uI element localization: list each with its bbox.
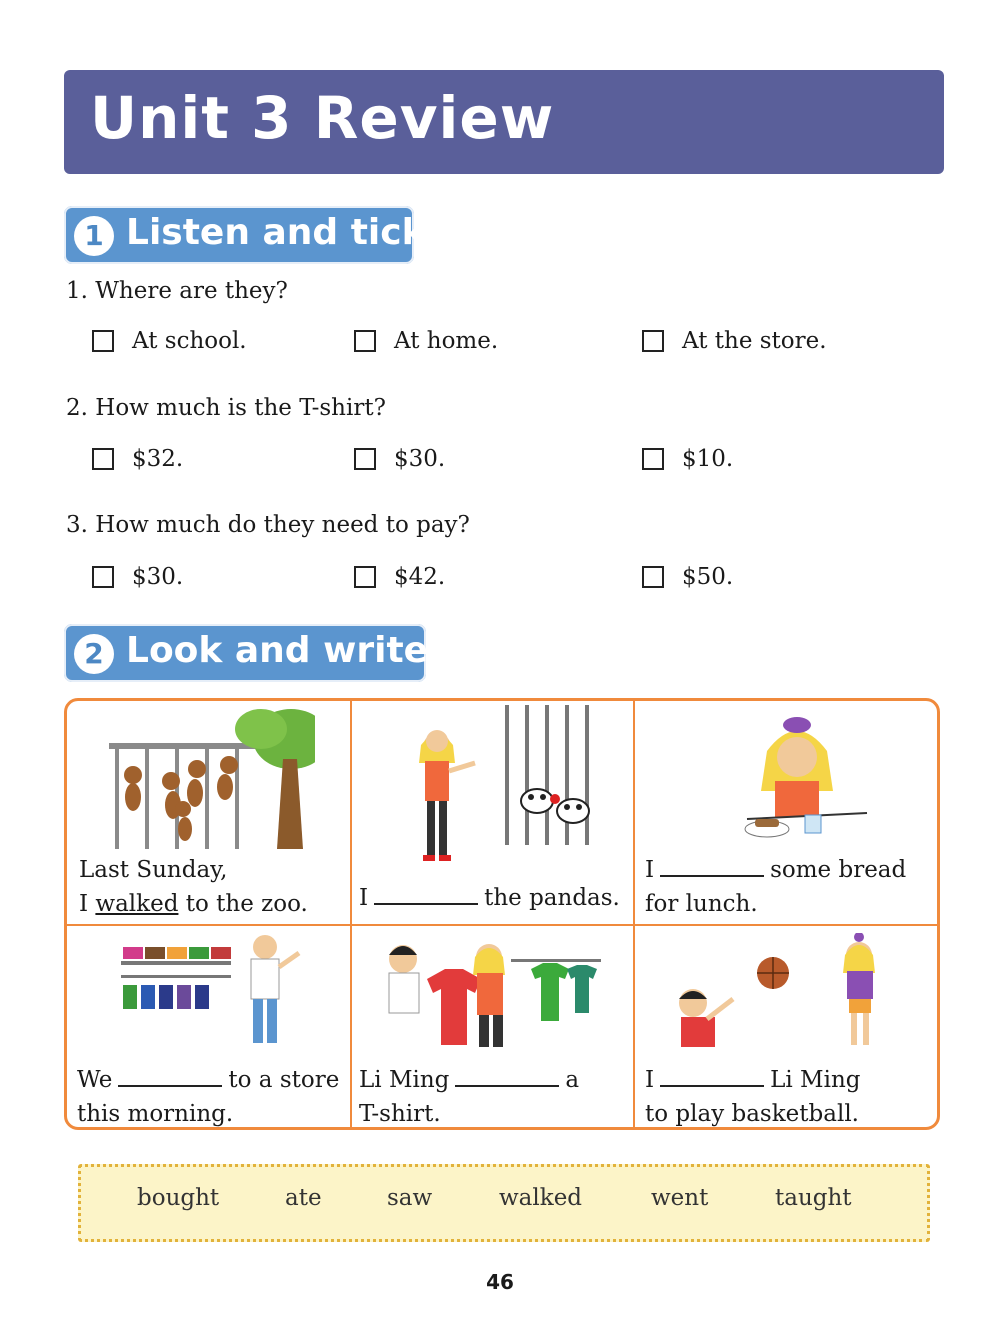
answer-blank[interactable] [374, 883, 478, 905]
q3-option-2[interactable]: $42. [354, 564, 445, 590]
section-1-header [64, 206, 426, 264]
cell-3-text: I some bread for lunch. [645, 857, 907, 917]
cell-5-text: Li Ming a T-shirt. [359, 1067, 580, 1127]
checkbox[interactable] [642, 330, 664, 352]
answer-blank[interactable] [660, 855, 764, 877]
q1-option-2[interactable]: At home. [354, 328, 498, 354]
section-2-title: Look and write [126, 630, 429, 671]
word-bank-item: taught [775, 1185, 852, 1211]
q1-option-3[interactable]: At the store. [642, 328, 827, 354]
word-bank-item: saw [387, 1185, 433, 1211]
word-bank-item: went [651, 1185, 709, 1211]
q2-option-3[interactable]: $10. [642, 446, 733, 472]
girl-eating-illustration [717, 711, 917, 845]
q3-option-1[interactable]: $30. [92, 564, 183, 590]
answer-blank[interactable] [455, 1065, 559, 1087]
checkbox[interactable] [354, 330, 376, 352]
cell-1-text: Last Sunday, I walked to the zoo. [79, 857, 308, 917]
q1-option-1[interactable]: At school. [92, 328, 247, 354]
q2-option-2[interactable]: $30. [354, 446, 445, 472]
q3-option-3[interactable]: $50. [642, 564, 733, 590]
cell-4-text: We to a store this morning. [77, 1067, 340, 1127]
grid-divider [633, 701, 635, 1127]
section-1-number: 1 [74, 216, 114, 256]
grid-divider [350, 701, 352, 1127]
picture-grid [64, 698, 940, 1130]
unit-banner [64, 70, 944, 174]
example-answer: walked [95, 891, 179, 917]
tshirt-shopping-illustration [381, 939, 607, 1059]
checkbox[interactable] [92, 330, 114, 352]
page-number: 46 [486, 1270, 514, 1294]
girl-pandas-illustration [377, 701, 607, 871]
section-1-title: Listen and tick [126, 212, 426, 253]
checkbox[interactable] [354, 448, 376, 470]
answer-blank[interactable] [660, 1065, 764, 1087]
checkbox[interactable] [354, 566, 376, 588]
word-bank-item: walked [499, 1185, 583, 1211]
cell-2-text: I the pandas. [359, 885, 620, 911]
word-bank-item: ate [285, 1185, 322, 1211]
section-2-header [64, 624, 429, 682]
question-1: 1. Where are they? [66, 278, 288, 304]
q2-option-1[interactable]: $32. [92, 446, 183, 472]
word-bank [78, 1164, 930, 1242]
answer-blank[interactable] [118, 1065, 222, 1087]
checkbox[interactable] [92, 448, 114, 470]
checkbox[interactable] [642, 448, 664, 470]
checkbox[interactable] [92, 566, 114, 588]
question-3: 3. How much do they need to pay? [66, 512, 470, 538]
store-clothes-illustration [117, 933, 337, 1049]
section-2-number: 2 [74, 634, 114, 674]
question-2: 2. How much is the T-shirt? [66, 395, 386, 421]
unit-title: Unit 3 Review [90, 84, 555, 152]
grid-divider [67, 924, 937, 926]
basketball-illustration [663, 933, 903, 1057]
checkbox[interactable] [642, 566, 664, 588]
word-bank-item: bought [137, 1185, 220, 1211]
monkeys-zoo-illustration [101, 709, 315, 851]
cell-6-text: I Li Ming to play basketball. [645, 1067, 861, 1127]
